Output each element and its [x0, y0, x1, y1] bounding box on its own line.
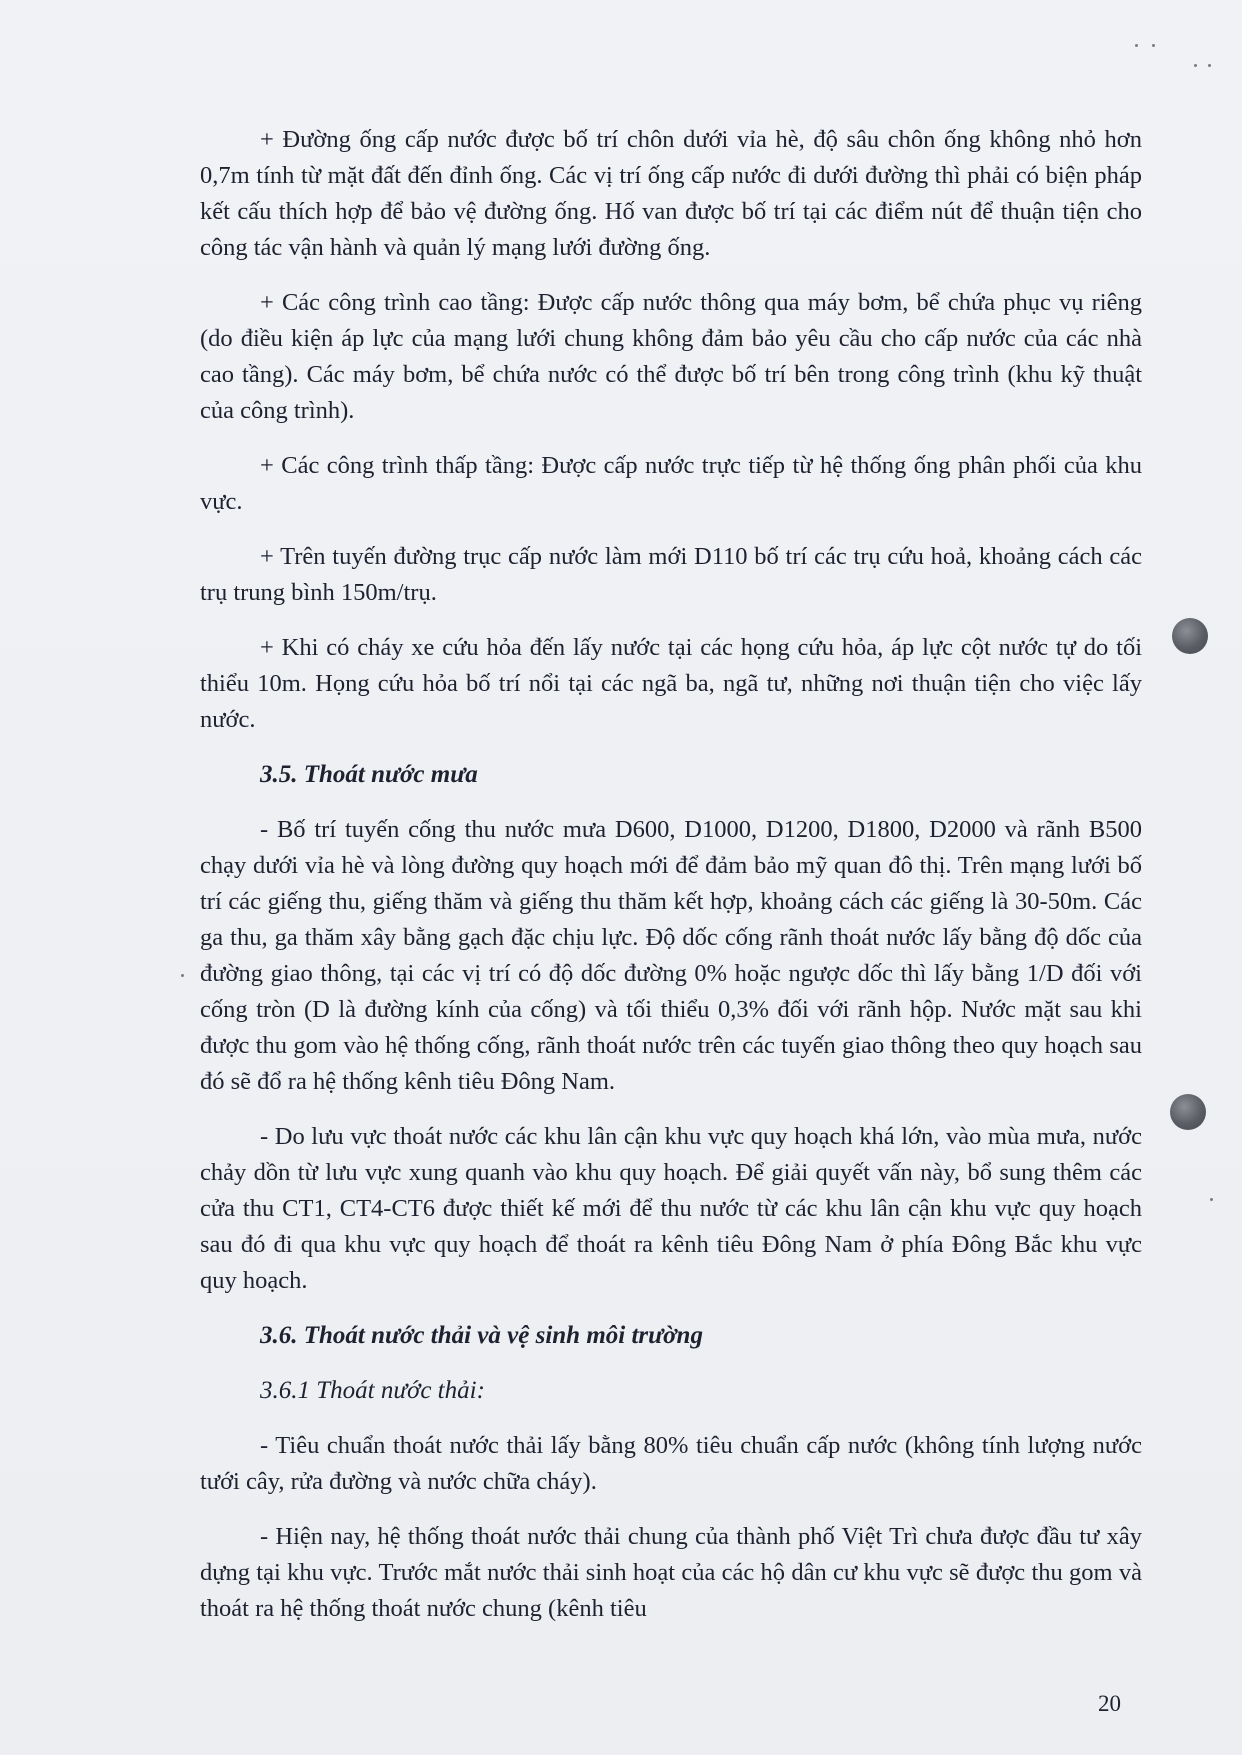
punch-hole-bottom [1170, 1094, 1206, 1130]
paragraph-wastewater-standard: - Tiêu chuẩn thoát nước thải lấy bằng 80% tiêu chuẩn cấp nước (không tính lượng nước tưới cây, rửa đường và nước chữa cháy). [200, 1432, 1142, 1495]
scan-speck [1135, 44, 1138, 47]
scan-speck [181, 974, 184, 977]
paragraph-fire-hydrants: + Trên tuyến đường trục cấp nước làm mới D110 bố trí các trụ cứu hoả, khoảng cách các trụ trung bình 150m/trụ. [200, 543, 1142, 606]
page-number: 20 [1098, 1691, 1121, 1716]
paragraph-low-rise-supply: + Các công trình thấp tầng: Được cấp nước trực tiếp từ hệ thống ống phân phối của khu vực. [200, 452, 1142, 515]
punch-hole-top [1172, 618, 1208, 654]
page-content [200, 122, 1142, 1646]
heading-rainwater-drainage: 3.5. Thoát nước mưa [260, 761, 478, 788]
paragraph-catchment-inlets: - Do lưu vực thoát nước các khu lân cận khu vực quy hoạch khá lớn, vào mùa mưa, nước chảy dồn từ lưu vực xung quanh vào khu quy hoạch. Để giải quyết vấn này, bổ sung thêm các cửa thu CT1, CT4-CT6 được thiết kế mới để thu nước từ các khu lân cận khu vực quy hoạch sau đó đi qua khu vực quy hoạch để thoát ra kênh tiêu Đông Nam ở phía Đông Bắc khu vực quy hoạch. [200, 1123, 1142, 1294]
scan-speck [1208, 64, 1211, 67]
scan-speck [1194, 64, 1197, 67]
heading-wastewater-drainage: 3.6.1 Thoát nước thải: [260, 1377, 485, 1404]
paragraph-high-rise-supply: + Các công trình cao tầng: Được cấp nước thông qua máy bơm, bể chứa phục vụ riêng (do điều kiện áp lực của mạng lưới chung không đảm bảo yêu cầu cho cấp nước của các nhà cao tầng). Các máy bơm, bể chứa nước có thể được bố trí bên trong công trình (khu kỹ thuật của công trình). [200, 289, 1142, 424]
heading-wastewater-sanitation: 3.6. Thoát nước thải và vệ sinh môi trường [260, 1322, 703, 1349]
paragraph-rainwater-culverts: - Bố trí tuyến cống thu nước mưa D600, D1000, D1200, D1800, D2000 và rãnh B500 chạy dưới vỉa hè và lòng đường quy hoạch mới để đảm bảo mỹ quan đô thị. Trên mạng lưới bố trí các giếng thu, giếng thăm và giếng thu thăm kết hợp, khoảng cách các giếng là 30-50m. Các ga thu, ga thăm xây bằng gạch đặc chịu lực. Độ dốc cống rãnh thoát nước lấy bằng độ dốc của đường giao thông, tại các vị trí có độ dốc đường 0% hoặc ngược dốc thì lấy bằng 1/D đối với cống tròn (D là đường kính của cống) và tối thiểu 0,3% đối với rãnh hộp. Nước mặt sau khi được thu gom vào hệ thống cống, rãnh thoát nước trên các tuyến giao thông theo quy hoạch sau đó sẽ đổ ra hệ thống kênh tiêu Đông Nam. [200, 816, 1142, 1095]
scan-speck [1210, 1198, 1213, 1201]
scan-speck [1152, 44, 1155, 47]
paragraph-wastewater-current: - Hiện nay, hệ thống thoát nước thải chung của thành phố Việt Trì chưa được đầu tư xây dựng tại khu vực. Trước mắt nước thải sinh hoạt của các hộ dân cư khu vực sẽ được thu gom và thoát ra hệ thống thoát nước chung (kênh tiêu [200, 1523, 1142, 1622]
paragraph-water-pipe-layout: + Đường ống cấp nước được bố trí chôn dưới vỉa hè, độ sâu chôn ống không nhỏ hơn 0,7m tính từ mặt đất đến đỉnh ống. Các vị trí ống cấp nước đi dưới đường thì phải có biện pháp kết cấu thích hợp để bảo vệ đường ống. Hố van được bố trí tại các điểm nút để thuận tiện cho công tác vận hành và quản lý mạng lưới đường ống. [200, 126, 1142, 261]
paragraph-fire-water-pressure: + Khi có cháy xe cứu hỏa đến lấy nước tại các họng cứu hỏa, áp lực cột nước tự do tối thiểu 10m. Họng cứu hỏa bố trí nổi tại các ngã ba, ngã tư, những nơi thuận tiện cho việc lấy nước. [200, 634, 1142, 733]
